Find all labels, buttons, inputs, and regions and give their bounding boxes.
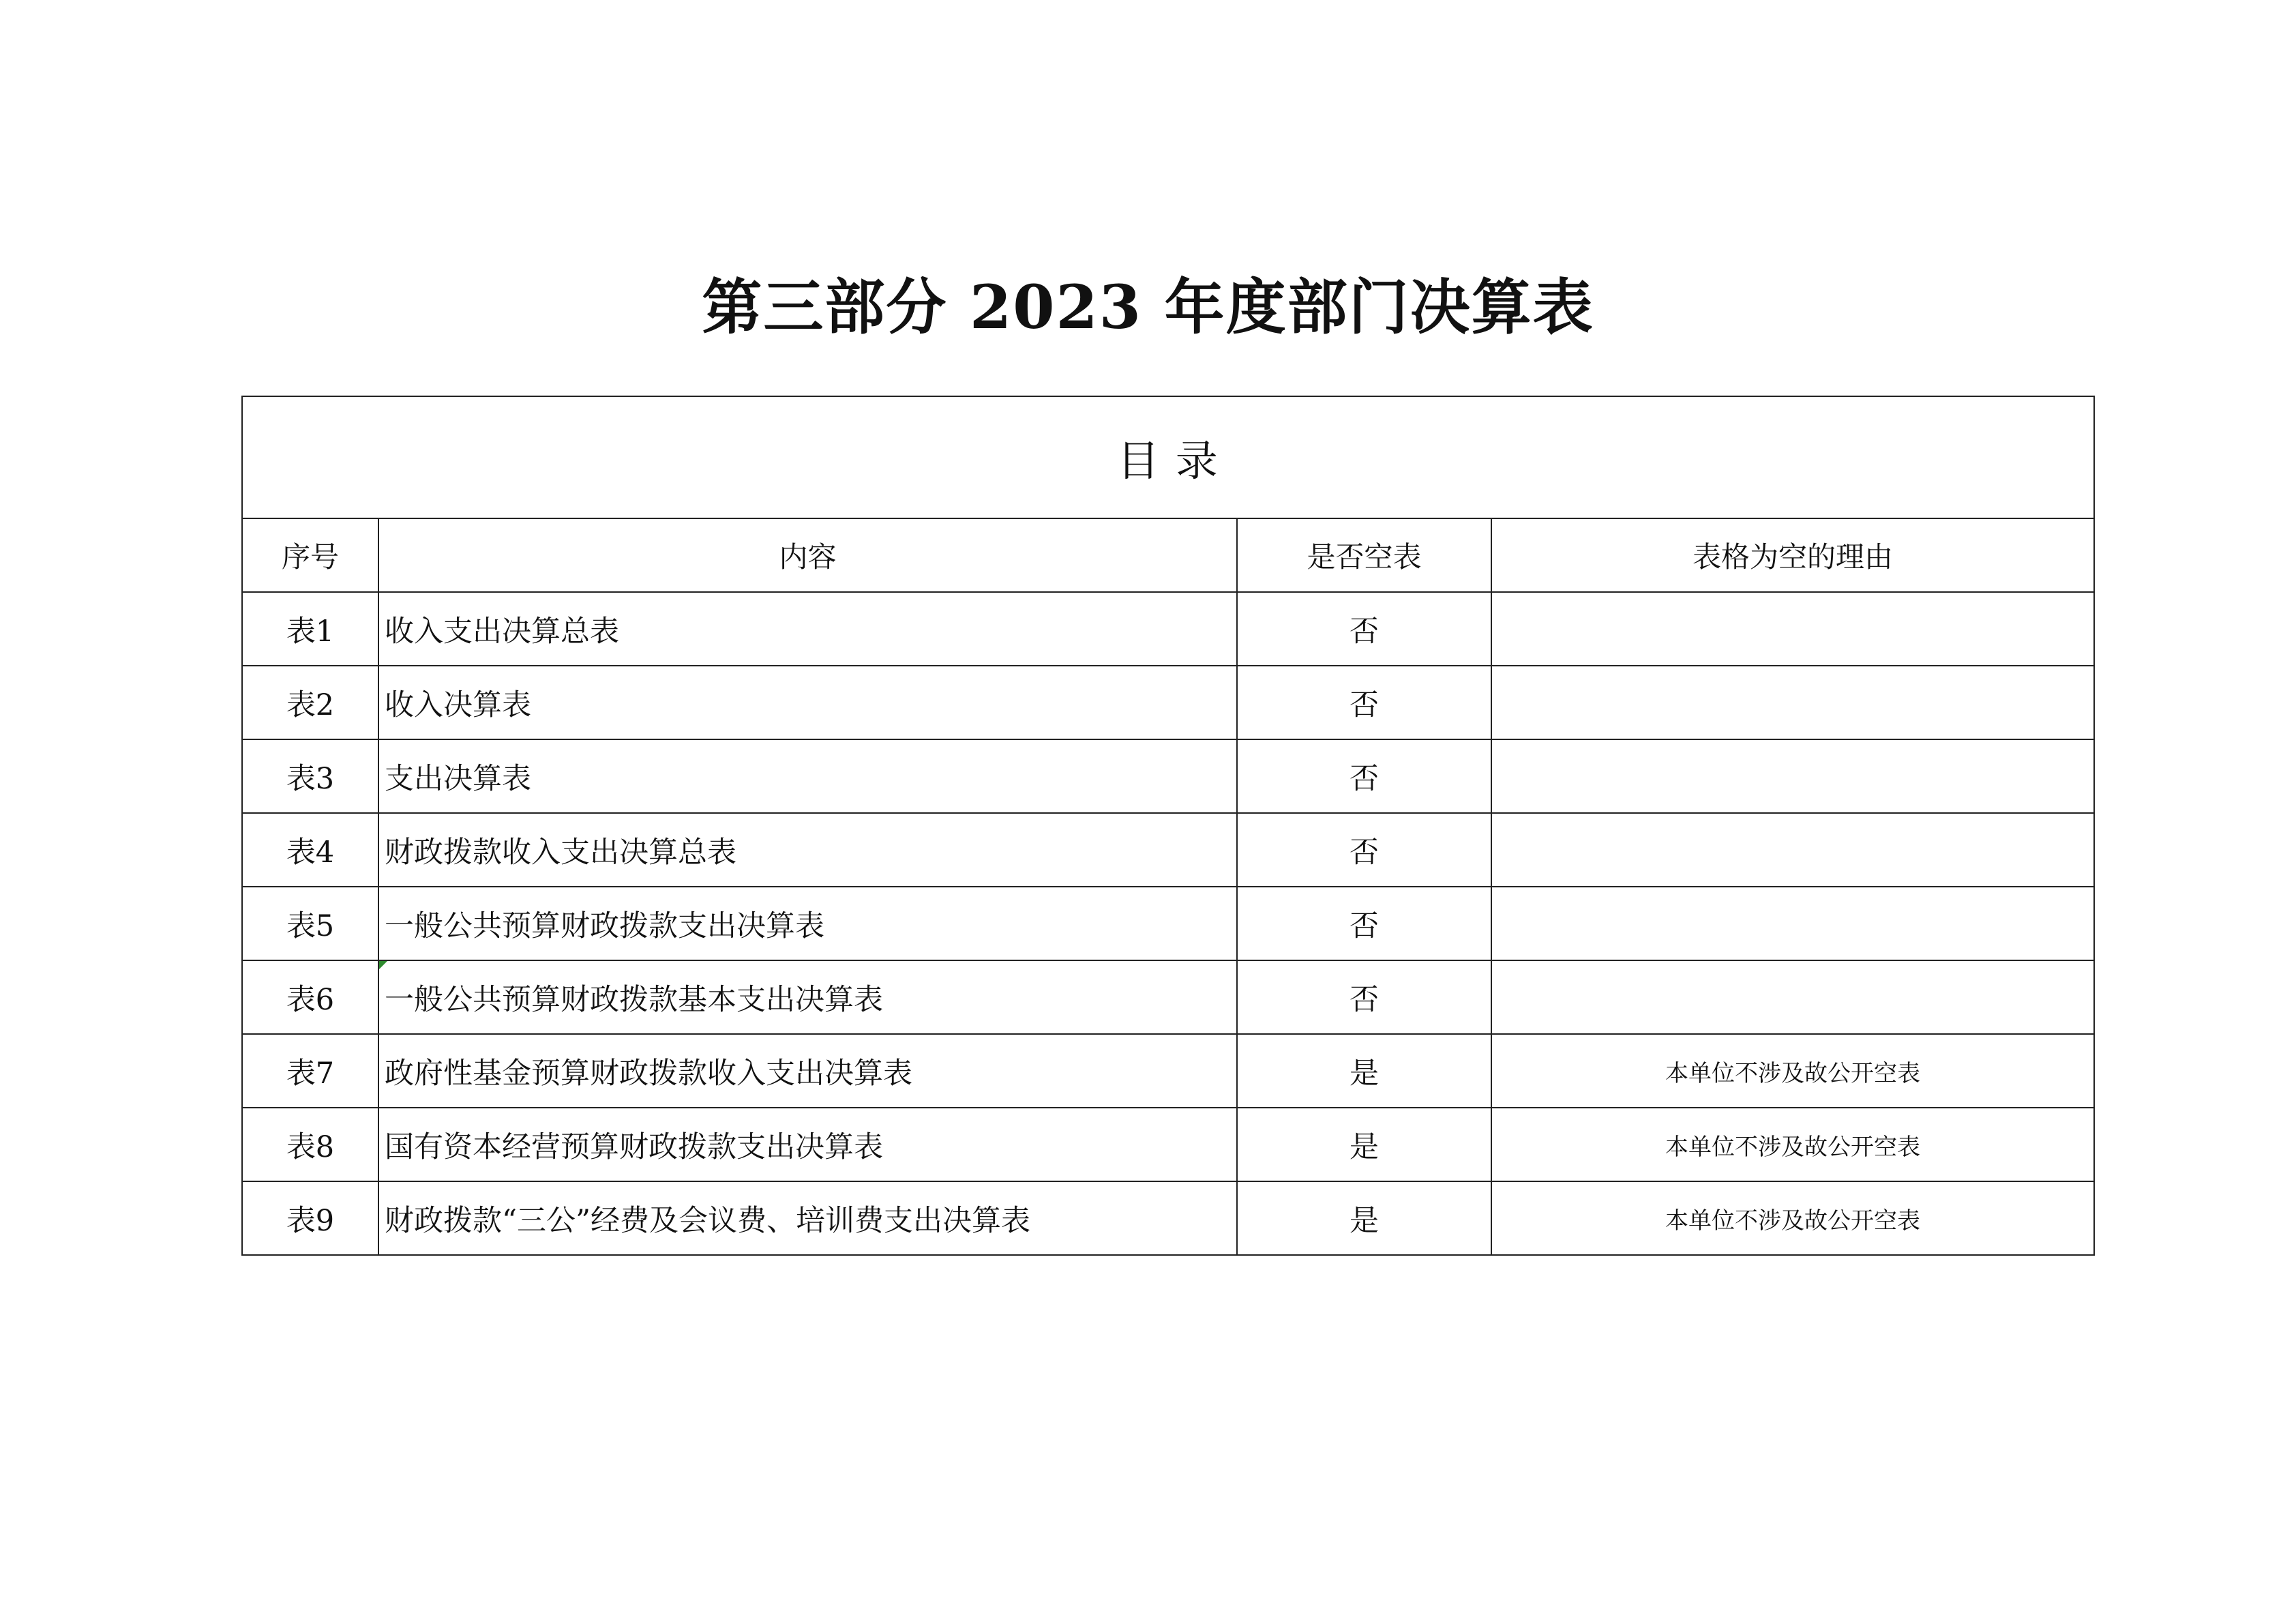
row-seq: 表6 — [242, 960, 378, 1034]
table-row — [242, 887, 2094, 960]
row-content: 一般公共预算财政拨款支出决算表 — [378, 887, 1237, 960]
row-seq: 表1 — [242, 592, 378, 666]
header-content: 内容 — [378, 518, 1237, 592]
row-is-empty: 否 — [1237, 592, 1491, 666]
row-reason — [1491, 960, 2094, 1034]
table-row — [242, 960, 2094, 1034]
row-seq: 表3 — [242, 739, 378, 813]
row-content: 收入决算表 — [378, 666, 1237, 739]
row-reason: 本单位不涉及故公开空表 — [1491, 1108, 2094, 1181]
table-row — [242, 1034, 2094, 1108]
row-is-empty: 是 — [1237, 1034, 1491, 1108]
row-seq: 表4 — [242, 813, 378, 887]
row-seq: 表5 — [242, 887, 378, 960]
table-header-row — [242, 518, 2094, 592]
row-reason — [1491, 887, 2094, 960]
row-content: 财政拨款收入支出决算总表 — [378, 813, 1237, 887]
row-content: 支出决算表 — [378, 739, 1237, 813]
page-title: 第三部分 2023 年度部门决算表 — [702, 271, 1594, 342]
table-row — [242, 592, 2094, 666]
row-reason — [1491, 739, 2094, 813]
row-is-empty: 是 — [1237, 1108, 1491, 1181]
toc-caption-row — [242, 396, 2094, 518]
row-is-empty: 否 — [1237, 813, 1491, 887]
row-content: 财政拨款“三公”经费及会议费、培训费支出决算表 — [378, 1181, 1237, 1255]
table-row — [242, 813, 2094, 887]
row-reason — [1491, 666, 2094, 739]
row-is-empty: 否 — [1237, 887, 1491, 960]
toc-table — [241, 396, 2095, 1256]
row-content: 一般公共预算财政拨款基本支出决算表 — [378, 960, 1237, 1034]
row-content: 政府性基金预算财政拨款收入支出决算表 — [378, 1034, 1237, 1108]
header-is-empty: 是否空表 — [1237, 518, 1491, 592]
row-reason — [1491, 592, 2094, 666]
row-is-empty: 否 — [1237, 960, 1491, 1034]
row-reason: 本单位不涉及故公开空表 — [1491, 1181, 2094, 1255]
table-row — [242, 1181, 2094, 1255]
toc-caption: 目 录 — [242, 396, 2094, 518]
table-row — [242, 1108, 2094, 1181]
row-is-empty: 否 — [1237, 739, 1491, 813]
row-seq: 表7 — [242, 1034, 378, 1108]
row-is-empty: 否 — [1237, 666, 1491, 739]
row-reason: 本单位不涉及故公开空表 — [1491, 1034, 2094, 1108]
header-seq: 序号 — [242, 518, 378, 592]
row-content: 国有资本经营预算财政拨款支出决算表 — [378, 1108, 1237, 1181]
table-row — [242, 739, 2094, 813]
row-seq: 表2 — [242, 666, 378, 739]
table-row — [242, 666, 2094, 739]
row-content: 收入支出决算总表 — [378, 592, 1237, 666]
row-reason — [1491, 813, 2094, 887]
header-reason: 表格为空的理由 — [1491, 518, 2094, 592]
row-seq: 表8 — [242, 1108, 378, 1181]
row-seq: 表9 — [242, 1181, 378, 1255]
row-is-empty: 是 — [1237, 1181, 1491, 1255]
